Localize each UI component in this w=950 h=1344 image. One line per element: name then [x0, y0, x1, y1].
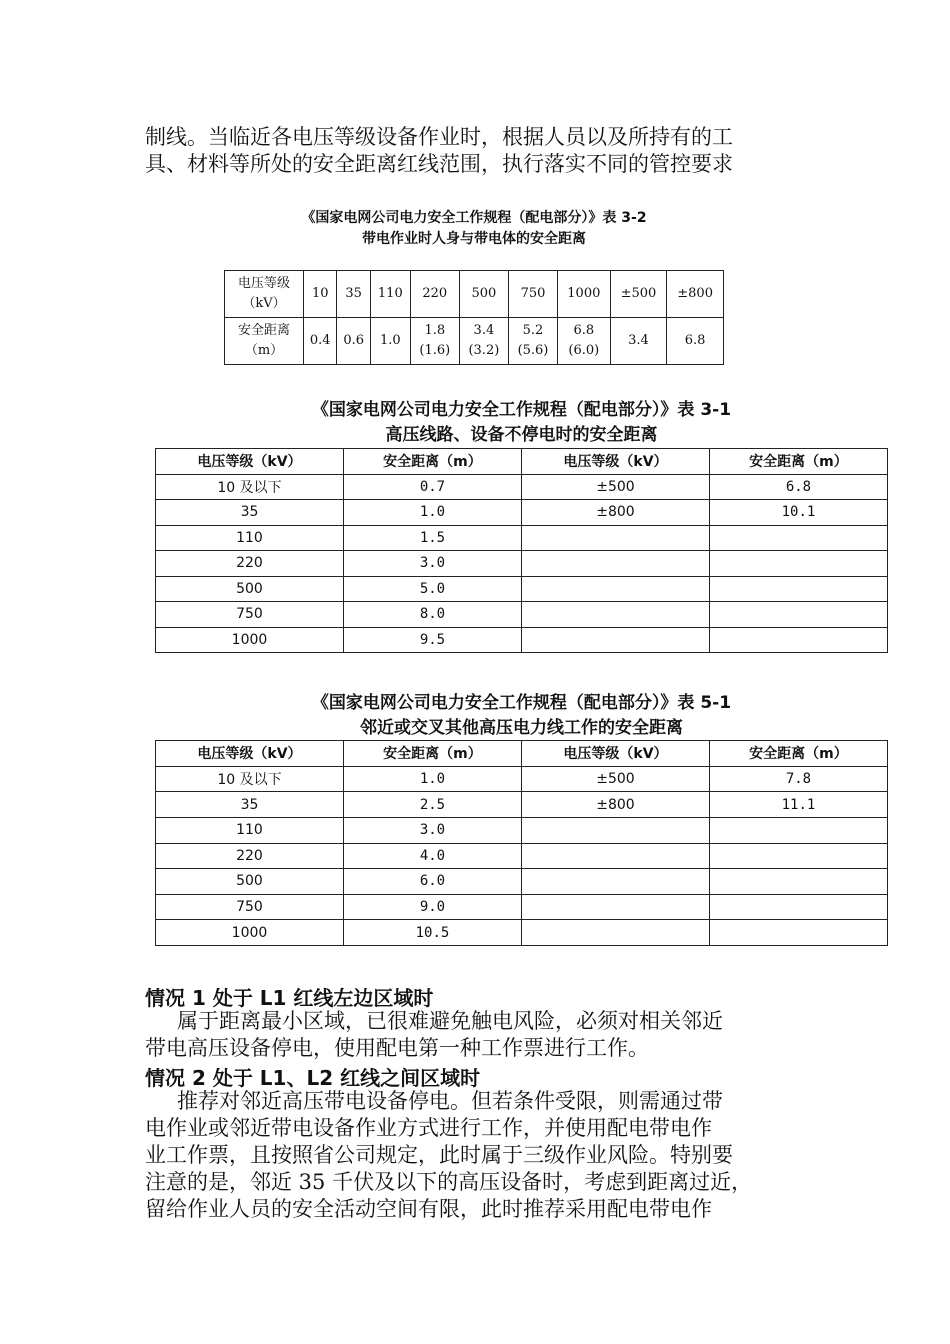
table-cell: 110	[156, 525, 344, 551]
table-header: 安全距离（m）	[343, 741, 521, 767]
table-cell: 750	[156, 602, 344, 628]
table-header: 电压等级（kV）	[156, 741, 344, 767]
table-header-row	[156, 741, 888, 767]
table-cell	[709, 602, 887, 628]
table-cell: ±500	[521, 766, 709, 792]
case1-paragraph	[145, 1008, 810, 1062]
table-cell: 750	[156, 894, 344, 920]
table-row	[156, 843, 888, 869]
table-cell: ±800	[521, 792, 709, 818]
table-cell	[521, 576, 709, 602]
table32-distance-label: 安全距离 （m）	[225, 318, 304, 365]
table-cell	[709, 920, 887, 946]
table-cell: 6.8	[709, 474, 887, 500]
table-cell	[709, 576, 887, 602]
table-header: 安全距离（m）	[709, 741, 887, 767]
table-cell	[709, 525, 887, 551]
intro-line: 制线。当临近各电压等级设备作业时，根据人员以及所持有的工	[145, 125, 733, 149]
table-header: 安全距离（m）	[709, 449, 887, 475]
table-cell: 220	[156, 551, 344, 577]
table-cell	[521, 817, 709, 843]
case2-line: 注意的是，邻近 35 千伏及以下的高压设备时，考虑到距离过近，	[145, 1170, 753, 1194]
table-header: 电压等级（kV）	[521, 449, 709, 475]
table32-caption-subtitle: 带电作业时人身与带电体的安全距离	[362, 231, 586, 247]
table32-voltage-row	[225, 271, 724, 318]
table-cell	[521, 551, 709, 577]
table-cell: 1000	[156, 920, 344, 946]
table-cell: 10 及以下	[156, 766, 344, 792]
table-header: 电压等级（kV）	[521, 741, 709, 767]
table-cell: 1.5	[343, 525, 521, 551]
table-cell	[709, 869, 887, 895]
table-cell: 220	[410, 271, 459, 318]
table31-caption	[155, 398, 888, 448]
table-cell	[521, 602, 709, 628]
table-cell: 110	[370, 271, 410, 318]
table-row	[156, 817, 888, 843]
table-cell	[521, 627, 709, 653]
table-row	[156, 894, 888, 920]
table32-caption-title: 《国家电网公司电力安全工作规程（配电部分）》表 3-2	[301, 210, 647, 226]
table-cell: 500	[459, 271, 508, 318]
table-cell	[521, 869, 709, 895]
table-cell: 6.0	[343, 869, 521, 895]
table-cell: ±500	[610, 271, 667, 318]
table-cell	[709, 894, 887, 920]
table-cell	[709, 627, 887, 653]
table-cell: 5.2 (5.6)	[508, 318, 557, 365]
table-row	[156, 474, 888, 500]
table-cell: 1.0	[343, 766, 521, 792]
table31-caption-title: 《国家电网公司电力安全工作规程（配电部分）》表 3-1	[311, 400, 732, 420]
table-header-row	[156, 449, 888, 475]
table-cell: 10 及以下	[156, 474, 344, 500]
table-cell	[521, 894, 709, 920]
table-cell	[521, 920, 709, 946]
table-cell: 1000	[558, 271, 611, 318]
table-cell: 11.1	[709, 792, 887, 818]
table-cell: 8.0	[343, 602, 521, 628]
table-cell: ±800	[667, 271, 724, 318]
table-cell: 3.0	[343, 817, 521, 843]
table-cell: 1.0	[370, 318, 410, 365]
table-row	[156, 869, 888, 895]
table-cell: 10.5	[343, 920, 521, 946]
table-cell: 0.4	[304, 318, 337, 365]
table-cell: ±800	[521, 500, 709, 526]
table-cell: 9.5	[343, 627, 521, 653]
table-cell: 6.8 (6.0)	[558, 318, 611, 365]
table-cell: 35	[156, 792, 344, 818]
case1-heading: 情况 1 处于 L1 红线左边区域时	[145, 986, 434, 1010]
case2-line: 推荐对邻近高压带电设备停电。但若条件受限，则需通过带	[177, 1089, 723, 1113]
table-cell: 35	[337, 271, 370, 318]
table-cell: 0.7	[343, 474, 521, 500]
table51-caption-title: 《国家电网公司电力安全工作规程（配电部分）》表 5-1	[311, 693, 732, 713]
table-cell: 1.8 (1.6)	[410, 318, 459, 365]
table32	[224, 270, 724, 365]
table-cell: 4.0	[343, 843, 521, 869]
table-header: 安全距离（m）	[343, 449, 521, 475]
table-cell: 110	[156, 817, 344, 843]
table-row	[156, 500, 888, 526]
case2-heading: 情况 2 处于 L1、L2 红线之间区域时	[145, 1066, 481, 1090]
table-cell: 1.0	[343, 500, 521, 526]
table-cell: 10	[304, 271, 337, 318]
table51-caption	[155, 691, 888, 741]
case2-line: 电作业或邻近带电设备作业方式进行工作，并使用配电带电作	[145, 1116, 712, 1140]
case2-line: 业工作票，且按照省公司规定，此时属于三级作业风险。特别要	[145, 1143, 733, 1167]
table-cell: 2.5	[343, 792, 521, 818]
table-cell	[709, 551, 887, 577]
table-cell: 9.0	[343, 894, 521, 920]
case2-paragraph	[145, 1088, 810, 1223]
table-row	[156, 525, 888, 551]
table-row	[156, 792, 888, 818]
table-cell: 5.0	[343, 576, 521, 602]
table-cell: 220	[156, 843, 344, 869]
case1-line: 属于距离最小区域，已很难避免触电风险，必须对相关邻近	[177, 1009, 723, 1033]
table51-caption-subtitle: 邻近或交叉其他高压电力线工作的安全距离	[360, 718, 683, 738]
table-cell: 3.0	[343, 551, 521, 577]
table-cell: 0.6	[337, 318, 370, 365]
table32-caption	[224, 208, 724, 250]
table-cell: 10.1	[709, 500, 887, 526]
table51	[155, 740, 888, 946]
table-header: 电压等级（kV）	[156, 449, 344, 475]
table-cell: 1000	[156, 627, 344, 653]
table32-distance-row	[225, 318, 724, 365]
table-row	[156, 576, 888, 602]
table-cell: 6.8	[667, 318, 724, 365]
table-row	[156, 766, 888, 792]
table-row	[156, 551, 888, 577]
table31-caption-subtitle: 高压线路、设备不停电时的安全距离	[385, 425, 658, 445]
table32-voltage-label: 电压等级 （kV）	[225, 271, 304, 318]
table-cell	[709, 843, 887, 869]
intro-line: 具、材料等所处的安全距离红线范围，执行落实不同的管控要求	[145, 152, 733, 176]
table-cell: 750	[508, 271, 557, 318]
case2-line: 留给作业人员的安全活动空间有限，此时推荐采用配电带电作	[145, 1197, 712, 1221]
table-cell: 500	[156, 576, 344, 602]
table-cell: ±500	[521, 474, 709, 500]
table-cell: 35	[156, 500, 344, 526]
table31	[155, 448, 888, 653]
table-cell: 500	[156, 869, 344, 895]
table-cell	[709, 817, 887, 843]
table-row	[156, 627, 888, 653]
case1-line: 带电高压设备停电，使用配电第一种工作票进行工作。	[145, 1036, 649, 1060]
table-cell	[521, 525, 709, 551]
intro-paragraph	[145, 124, 810, 178]
table-cell: 3.4 (3.2)	[459, 318, 508, 365]
table-cell	[521, 843, 709, 869]
table-cell: 3.4	[610, 318, 667, 365]
table-cell: 7.8	[709, 766, 887, 792]
table-row	[156, 920, 888, 946]
table-row	[156, 602, 888, 628]
